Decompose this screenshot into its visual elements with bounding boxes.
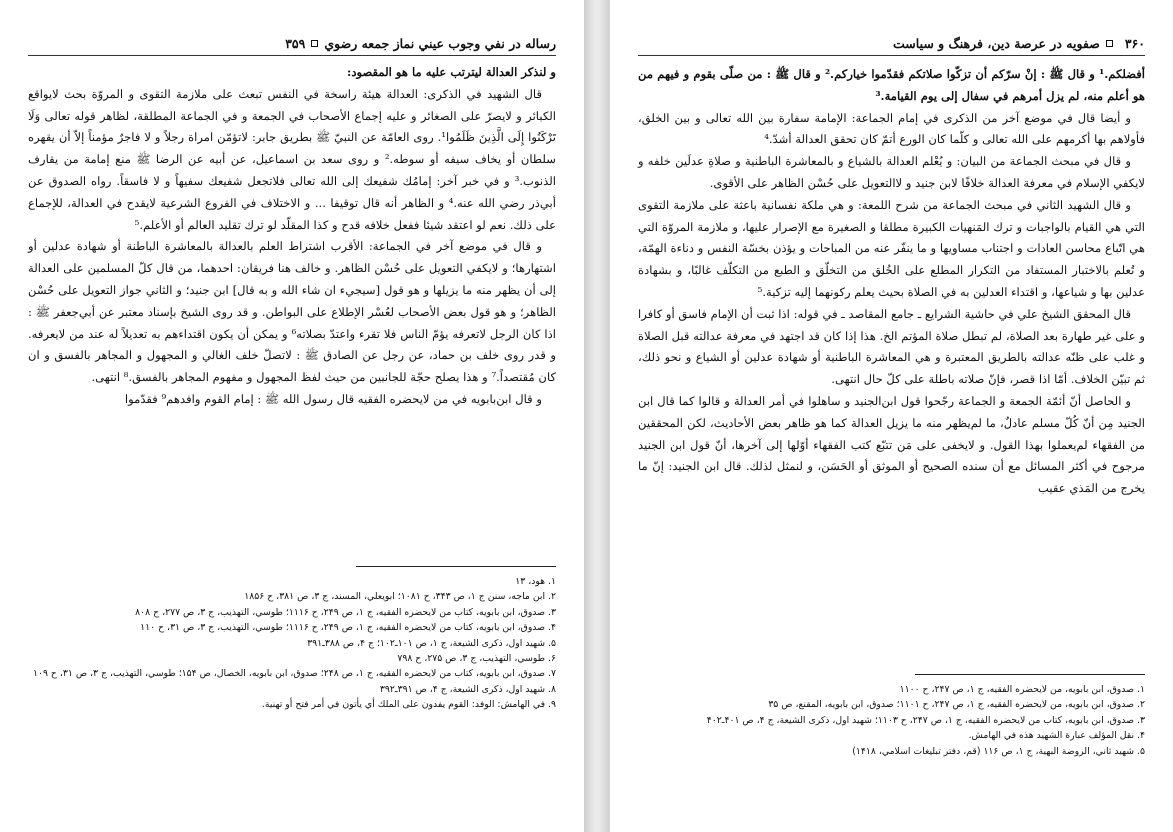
footnote: ۴. نقل المؤلف عبارة الشهيد هذه في الهامش. [968,730,1145,742]
paragraph: و أيضا قال في موضع آخر من الذكرى في إمام الجماعة: الإمامة سفارة بين الله تعالى و بين الخلق، فأولاهم بها أكرمهم على الله تعالى و كلّما كان الورع أتمّ كان تحقق العدالة أشدّ.⁴ [638,110,1145,147]
paragraph: و الحاصل أنّ أئمّة الجمعة و الجماعة رجّحوا قول ابن‌الجنيد و ساهلوا في أمر العدالة و قالوا كما قال ابن الجنيد مِن أنّ كُلّ مسلم عادلٌ، ما لم‌يظهر منه ما يزيل العدالة كما هو ظاهر بعض الأحاديث، لكن المحققين من الفقهاء لم‌يعملوا بهذا القول. و لايخفى على مَن تتبّع كتب الفقهاء أوّلها إلى آخرها، أنّ قول ابن الجنيد مرجوح في أكثر المسائل مع أن سنده الصحيح أو الموثق أو الحَسَن، و لنمثل لذلك. قال ابن الجنيد: إنّ ما يخرج من المَذي عقيب [638,393,1145,496]
right-body-text [638,64,1145,500]
left-page-number: ۳۵۹ [285,35,306,51]
left-header-title: رساله در نفي وجوب عيني نماز جمعه رضوي [324,35,556,51]
right-footnote-rule [915,674,1145,675]
footnote: ۱. صدوق، ابن بابويه، من لايحضره الفقيه، ج ۱، ص ۲۴۷، ح ۱۱۰۰ [899,684,1145,695]
left-footnotes [28,574,556,713]
footnote: ۱. هود، ۱۳ [515,576,556,587]
right-page-header [638,32,1145,54]
footnote: ۴. صدوق، ابن بابويه، كتاب من لايحضره الفقيه، ج ۱، ص ۲۴۹، ح ۱۱۱۶؛ طوسي، التهذيب، ج ۳، ص ۳۱، ح ۱۱۰ [140,622,556,634]
paragraph: أفضلكم.¹ و قال ﷺ : إنْ سرّكم أن تزكّوا صلاتكم فقدّموا خياركم.² و قال ﷺ : من صلّى بقوم و فيهم من هو أعلم منه، لم يزل أمرهم في سفال إلى يوم القيامة.³ [638,67,1146,103]
left-header-rule [28,55,556,56]
header-square-icon [1106,40,1113,47]
left-page-header [28,32,556,54]
footnote: ۵. شهيد ثاني، الروضة البهية، ج ۱، ص ۱۱۶ (قم، دفتر تبليغات اسلامي، ۱۴۱۸) [852,745,1145,757]
left-page [0,0,584,832]
right-page [610,0,1173,832]
right-header-title: صفويه در عرصة دين، فرهنگ و سياست [893,35,1100,51]
book-gutter [584,0,610,832]
header-square-icon [311,40,318,47]
right-footnotes [638,682,1145,759]
paragraph: و قال في مبحث الجماعة من البيان: و يُعْلم العدالة بالشياع و بالمعاشرة الباطنية و صلاةِ عدلَين خلفه و لايكفي الإسلام في معرفة العدالة خلافًا لابن جنيد و لاالتعويل على حُسْن الظاهر على الأقوى. [638,154,1145,190]
footnote: ۲. ابن ماجه، سنن ج ۱، ص ۳۴۳، ح ۱۰۸۱؛ ابويعلي، المسند، ج ۳، ص ۳۸۱، ح ۱۸۵۶ [244,591,556,603]
footnote: ۷. صدوق، ابن بابويه، كتاب من لايحضره الفقيه، ج ۱، ص ۲۴۸؛ صدوق، ابن بابويه، الخصال، ص ۱۵۴؛ طوسي، التهذيب، ج ۳، ص ۳۱، ح ۱۰۹ [32,668,556,680]
footnote: ۸. شهيد اول، ذكرى الشيعة، ج ۴، ص ۳۹۱ـ۳۹۲ [379,683,556,695]
paragraph: قال الشهيد في الذكرى: العدالة هيئة راسخة في النفس تبعث على ملازمة التقوى و المروّة بحث لايواقع الكبائر و لايصرّ على الصغائر و عليه إجماع الأصحاب في الجمعة و في الجماعة المطلقة، لظاهر قوله تعالى وَلَا تَرْكَنُوا إِلَى الَّذِينَ ظَلَمُوا¹. روى العامّة عن النبيّ ﷺ بطريق جابر: لاتؤمّن امراة رجلاً و لا فاجرٌ مؤمناً إلاّ أن يقهره سلطان أو يخاف سيفه أو سوطه.² و روى سعد بن اسماعيل، عن أبيه عن الرضا ﷺ منع إمامة من يقارف الذنوب.³ و في خبر آخر: إمامُك شفيعك إلى الله تعالى فلاتجعل شفيعك سفيهاً و لا فاسقاً. رواه الصدوق عن أبي‌ذر رضي الله عنه.⁴ و الظاهر أنه قال توقيفا ... و الاختلاف في الفروع الشرعية لايقدح في العدالة، للإجماع على ذلك. نعم لو اعتقد شيئا ففعل خلافه قدح و كذا المقلّد لو ترك تقليد العالم أو الأعلم.⁵ [28,86,556,232]
right-page-number: ۳۶۰ [1124,35,1145,51]
footnote: ۳. صدوق، ابن بابويه، كتاب من لايحضره الفقيه، ج ۱، ص ۲۴۷، ح ۱۱۰۳؛ شهيد اول، ذكرى الشيعة، ج ۴، ص ۴۰۱ـ۴۰۲ [706,714,1145,726]
left-body-text [28,62,556,411]
paragraph: و لنذكر العدالة ليترتب عليه ما هو المقصود: [347,65,556,79]
paragraph: و قال في موضع آخر في الجماعة: الأقرب اشتراط العلم بالعدالة بالمعاشرة الباطنة أو شهادة عدلين أو اشتهارها؛ و لايكفي التعويل على حُسْن الظاهر. و خالف هنا فريقان: احدهما، من قال كلّ المسلمين على العدالة إلى أن يظهر منه ما يزيلها و هو قول [سيجيء ان شاء الله و به قال] ابن جنيد؛ و الثاني جواز التعويل على حُسْن الظاهر؛ و هو قول بعض الأصحاب لعُسْر الإطلاع على البواطن. و قد روى الشيخ بإسناد معتبر عن أبي‌جعفر ﷺ : اذا كان الرجل لاتعرفه يؤمّ الناس فلا تقرء واعتدّ بصلاته⁶ و يمكن أن يكون اقتداءهم به تعديلاً له عند من لايعرفه. و قدر روى خلف بن حماد، عن رجل عن الصادق ﷺ : لاتصلّ خلف الغالي و المجهول و المجاهر بالفسق و ان كان مُقتصداً.⁷ و هذا يصلح حجّة للجانبين من حيث لفظ المجهول و مفهوم المجاهر بالفسق.⁸ انتهى. [28,239,556,385]
footnote: ۶. طوسي، التهذيب، ج ۳، ص ۲۷۵، ح ۷۹۸ [397,653,556,665]
paragraph: و قال ابن‌بابويه في من لايحضره الفقيه قال رسول الله ﷺ : إمام القوم وافدهم⁹ فقدّموا [124,391,542,406]
footnote: ۵. شهيد اول، ذكرى الشيعة، ج ۱، ص ۱۰۱ـ۱۰۲؛ ج ۴، ص ۳۸۸ـ۳۹۱ [307,637,556,649]
footnote: ۲. صدوق، ابن بابويه، من لايحضره الفقيه، ج ۱، ص ۲۴۷، ح ۱۱۰۱؛ صدوق، ابن بابويه، المقنع، ص ۳۵ [768,699,1145,711]
footnote: ۹. في الهامش: الوفد: القوم يفدون على الملك أي يأتون في أمر فتح أو تهنية. [261,699,556,711]
footnote: ۳. صدوق، ابن بابويه، كتاب من لايحضره الفقيه، ج ۱، ص ۲۴۹، ح ۱۱۱۶؛ طوسي، التهذيب، ج ۳، ص ۲۷۷، ح ۸۰۸ [135,606,556,618]
paragraph: قال المحقق الشيخ علي في حاشية الشرايع ـ جامع المقاصد ـ في قوله: اذا ثبت أن الإمام فاسق أو كافرا و على غير طهارة بعد الصلاة، لم تبطل صلاة المؤتم الخ. هذا إذا كان قد اجتهد في معرفة عدالته قبل الصلاة و غلب على ظنّه عدالته بالطريق المعتبرة و هي المعاشرة الباطنية أو شهادة عدلين أو الشياع و نحو ذلك، ثم تبيّن الخلاف. أمّا اذا قصر، فإنّ صلاته باطلة على كلّ حال انتهى. [638,306,1145,387]
right-header-rule [638,55,1145,56]
paragraph: و قال الشهيد الثاني في مبحث الجماعة من شرح اللمعة: و هي ملكة نفسانية باعثة على ملازمة التقوى التي هي القيام بالواجبات و ترك المَنهيات الكبيرة مطلقا و الصغيرة مع الإصرار عليها، و ملازمة المروّة التي هي اتّباع محاسن العادات و اجتناب مساويها و ما ينفّر عنه من المباحات و يؤذن بخسّة النفس و دناءة الهمّة، و تُعلم بالاختبار المستفاد من التكرار المطلع على الخُلق من التخلّق و الطبع من التكلّف غالبًا، و بشهادة عدلين بها و شياعها، و اقتداء العدلين به في الصلاة بحيث يعلم ركونهما إليه تزكية.⁵ [638,197,1145,299]
left-footnote-rule [356,566,556,567]
